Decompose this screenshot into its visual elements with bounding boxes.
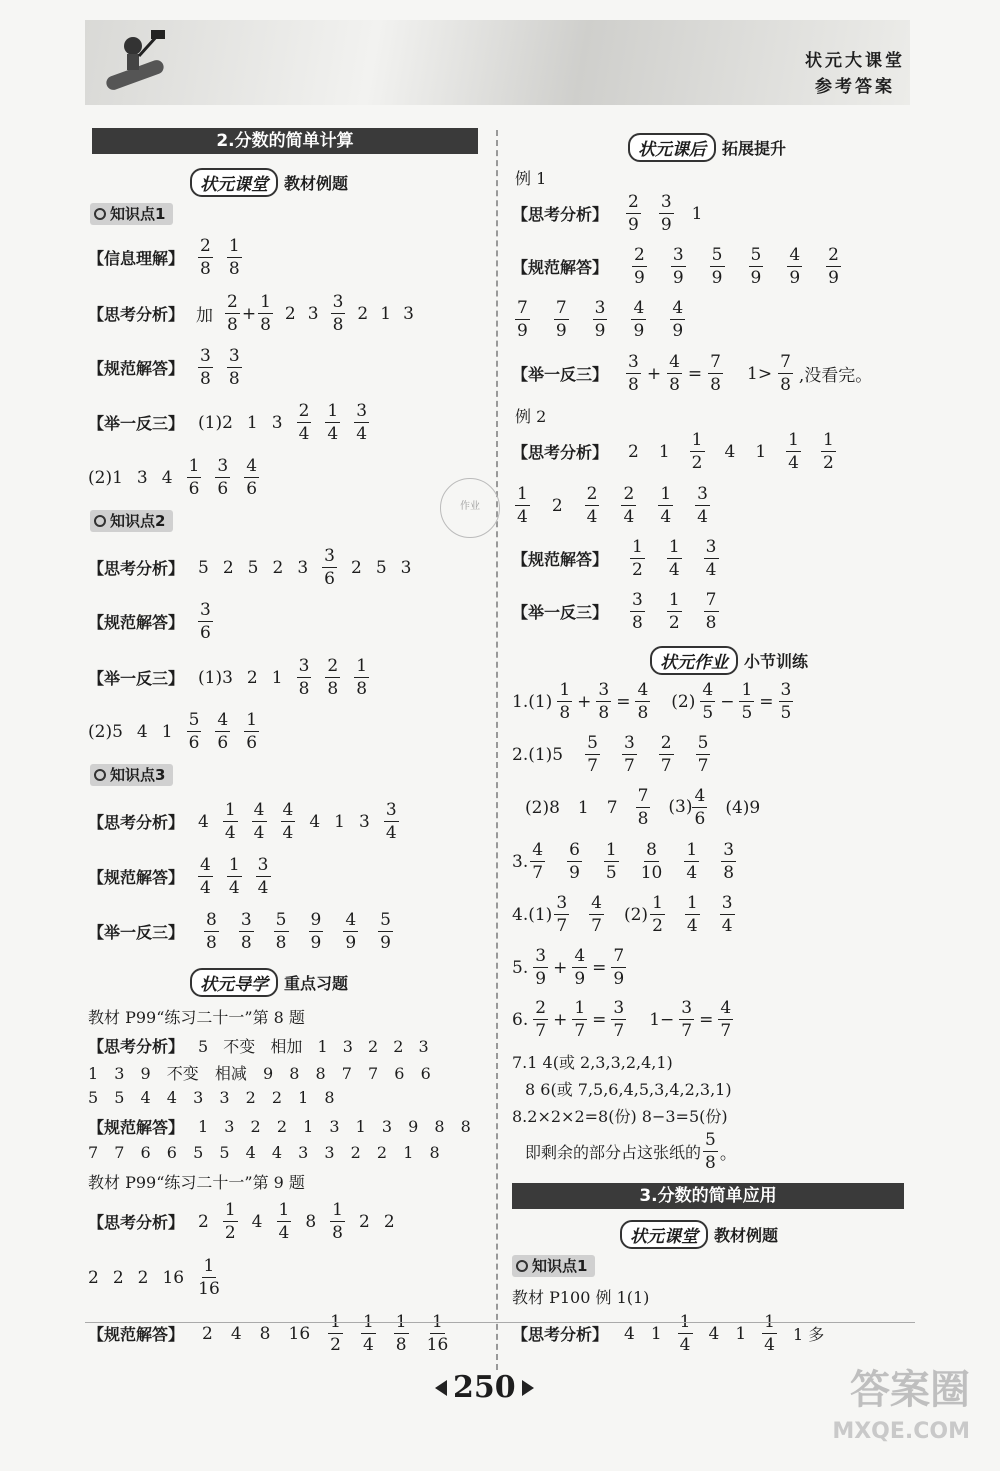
q6-row: 6. $\frac{2}{7}$ + $\frac{1}{7}$ = $\frac{3}{7}$ 1− $\frac{3}{7}$ = $\frac{4}{7}$	[512, 998, 732, 1041]
label-norm: 【规范解答】	[512, 550, 609, 569]
knowledge-point-label: 知识点1	[532, 1257, 588, 1275]
ex8-line3: 5 5 4 4 3 3 2 2 1 8	[88, 1088, 335, 1107]
label-extend: 【举一反三】	[88, 923, 185, 942]
next-arrow-icon	[522, 1380, 534, 1396]
kp2-extend-row: 【举一反三】 (1)3 2 1 $\frac{3}{8}$ $\frac{2}{8}$ $\frac{1}{8}$	[88, 656, 368, 699]
q2-row2: (2)8 1 7 $\frac{7}{8}$ (3) $\frac{4}{6}$ (4)9	[525, 786, 761, 829]
section-title-right: 3.分数的简单应用	[512, 1183, 904, 1209]
tag-pill: 状元课堂	[190, 168, 278, 197]
tag-homework	[650, 646, 808, 675]
tag-pill: 状元导学	[190, 968, 278, 997]
kp2-extend-row2: (2)5 4 1 $\frac{5}{6}$ $\frac{4}{6}$ $\frac{1}{6}$	[88, 710, 258, 753]
q7-line1: 7.1 4(或 2,3,3,2,4,1)	[512, 1053, 673, 1072]
label-norm: 【规范解答】	[88, 1118, 185, 1137]
label-extend: 【举一反三】	[88, 669, 185, 688]
s3-think-row: 【思考分析】 4 1 $\frac{1}{4}$ 4 1 $\frac{1}{4}$ 1 多	[512, 1312, 825, 1355]
kp3-norm-row: 【规范解答】 $\frac{4}{4}$ $\frac{1}{4}$ $\frac{3}{4}$	[88, 855, 269, 898]
q2-row: 2.(1)5 $\frac{5}{7}$ $\frac{3}{7}$ $\frac{2}{7}$ $\frac{5}{7}$	[512, 733, 709, 776]
header-title	[805, 48, 905, 100]
label-norm: 【规范解答】	[88, 359, 185, 378]
watermark-line1: 答案圈	[850, 1367, 970, 1413]
ex8-think-values: 5 不变 相加 1 3 2 2 3	[198, 1037, 429, 1056]
kp1-extend-row2: (2)1 3 4 $\frac{1}{6}$ $\frac{3}{6}$ $\frac{4}{6}$	[88, 456, 258, 499]
knowledge-point-icon	[516, 1260, 528, 1272]
q1-row: 1.(1) $\frac{1}{8}$ + $\frac{3}{8}$ = $\frac{4}{8}$ (2) $\frac{4}{5}$ − $\frac{1}{5}$ = $\frac{3}{5}$	[512, 680, 792, 723]
label-think: 【思考分析】	[88, 813, 185, 832]
label-norm: 【规范解答】	[88, 868, 185, 887]
tag-text: 小节训练	[744, 652, 809, 671]
tag-text: 教材例题	[714, 1226, 779, 1245]
knowledge-point-icon	[94, 515, 106, 527]
tag-pill: 状元课堂	[620, 1220, 708, 1249]
kp3-extend-row: 【举一反三】 $\frac{8}{8}$ $\frac{3}{8}$ $\frac{5}{8}$ $\frac{9}{9}$ $\frac{4}{9}$ $\frac{5}{9}$	[88, 910, 391, 953]
tag-text: 教材例题	[284, 174, 349, 193]
section-title-left: 2.分数的简单计算	[92, 128, 478, 154]
q8-line2: 即剩余的部分占这张纸的 $\frac{5}{8}$ 。	[525, 1130, 737, 1173]
knowledge-point-1	[90, 203, 173, 225]
ex8-norm-values: 1 3 2 2 1 3 1 3 9 8 8	[198, 1117, 471, 1136]
label-norm: 【规范解答】	[88, 613, 185, 632]
eg1-extend-row: 【举一反三】 $\frac{3}{8}$ + $\frac{4}{8}$ = $\frac{7}{8}$ 1> $\frac{7}{8}$ ,没看完。	[512, 352, 873, 395]
ex9-think-row: 【思考分析】 2 $\frac{1}{2}$ 4 $\frac{1}{4}$ 8 $\frac{1}{8}$ 2 2	[88, 1200, 395, 1243]
q8-text: 即剩余的部分占这张纸的	[525, 1143, 702, 1162]
watermark	[832, 1369, 970, 1453]
bottom-rule	[85, 1322, 915, 1323]
eg2-think-row2: $\frac{1}{4}$ 2 $\frac{2}{4}$ $\frac{2}{4}$ $\frac{1}{4}$ $\frac{3}{4}$	[517, 484, 708, 527]
tag-pill: 状元作业	[650, 646, 738, 675]
label-extend: 【举一反三】	[512, 365, 609, 384]
header-banner	[85, 20, 910, 105]
tag-text: 重点习题	[284, 974, 349, 993]
label-norm: 【规范解答】	[88, 1325, 185, 1344]
knowledge-point-3	[90, 764, 173, 786]
eg1-norm-row: 【规范解答】 $\frac{2}{9}$ $\frac{3}{9}$ $\frac{5}{9}$ $\frac{5}{9}$ $\frac{4}{9}$ $\frac{2}{9}$	[512, 245, 839, 288]
s3-end: 1 多	[792, 1325, 825, 1344]
eg2-extend-row: 【举一反三】 $\frac{3}{8}$ $\frac{1}{2}$ $\frac{7}{8}$	[512, 590, 717, 633]
q7-line2: 8 6(或 7,5,6,4,5,3,4,2,3,1)	[525, 1080, 732, 1099]
label-think: 【思考分析】	[512, 1325, 609, 1344]
label-think: 【思考分析】	[88, 1213, 185, 1232]
knowledge-point-2	[90, 510, 173, 532]
mascot-logo-icon	[95, 28, 185, 98]
knowledge-point-icon	[94, 769, 106, 781]
textbook-ref: 教材 P100 例 1(1)	[512, 1288, 650, 1307]
label-think: 【思考分析】	[512, 443, 609, 462]
ex8-line2: 1 3 9 不变 相减 9 8 8 7 7 6 6	[88, 1064, 431, 1083]
knowledge-point-icon	[94, 208, 106, 220]
kp2-norm-row: 【规范解答】 $\frac{3}{6}$	[88, 600, 211, 643]
eg2-think-row: 【思考分析】 2 1 $\frac{1}{2}$ 4 1 $\frac{1}{4}$ $\frac{1}{2}$	[512, 430, 834, 473]
q3-row: 3. $\frac{4}{7}$ $\frac{6}{9}$ $\frac{1}{5}$ $\frac{8}{10}$ $\frac{1}{4}$ $\frac{3}{8}$	[512, 840, 735, 883]
kp1-norm-row: 【规范解答】 $\frac{3}{8}$ $\frac{3}{8}$	[88, 346, 240, 389]
tag-extension	[628, 133, 786, 162]
tag-text: 拓展提升	[722, 139, 787, 158]
ex8-think-row	[88, 1034, 429, 1057]
header-line2: 参考答案	[815, 77, 895, 97]
q8-line1: 8.2×2×2=8(份) 8−3=5(份)	[512, 1107, 728, 1126]
stamp-icon: 作业	[440, 478, 500, 538]
knowledge-point-1-right	[512, 1255, 595, 1277]
example-2-label: 例 2	[515, 407, 547, 426]
label-info: 【信息理解】	[88, 249, 185, 268]
example-1-label: 例 1	[515, 169, 547, 188]
label-norm: 【规范解答】	[512, 258, 609, 277]
page-number	[435, 1370, 534, 1405]
ex9-think-row2: 2 2 2 16 $\frac{1}{16}$	[88, 1256, 220, 1299]
tag-pill: 状元课后	[628, 133, 716, 162]
prev-arrow-icon	[435, 1380, 447, 1396]
tag-key-exercises	[190, 968, 348, 997]
ex8-norm-row	[88, 1115, 471, 1138]
header-line1: 状元大课堂	[805, 51, 905, 71]
knowledge-point-label: 知识点2	[110, 512, 166, 530]
tag-textbook-examples	[190, 168, 348, 197]
kp1-extend-row: 【举一反三】 (1)2 1 3 $\frac{2}{4}$ $\frac{1}{4}$ $\frac{3}{4}$	[88, 401, 368, 444]
watermark-line2: MXQE.COM	[832, 1419, 970, 1444]
tag-textbook-examples-2	[620, 1220, 778, 1249]
exercise-ref-8: 教材 P99“练习二十一”第 8 题	[88, 1008, 305, 1027]
kp1-info-row: 【信息理解】 $\frac{2}{8}$ $\frac{1}{8}$	[88, 236, 240, 279]
kp3-think-row: 【思考分析】 4 $\frac{1}{4}$ $\frac{4}{4}$ $\frac{4}{4}$ 4 1 3 $\frac{3}{4}$	[88, 800, 397, 843]
kp2-think-row: 【思考分析】 5 2 5 2 3 $\frac{3}{6}$ 2 5 3	[88, 546, 412, 589]
label-think: 【思考分析】	[88, 1037, 185, 1056]
label-think: 【思考分析】	[88, 305, 185, 324]
knowledge-point-label: 知识点1	[110, 205, 166, 223]
label-think: 【思考分析】	[88, 559, 185, 578]
label-think: 【思考分析】	[512, 205, 609, 224]
q5-row: 5. $\frac{3}{9}$ + $\frac{4}{9}$ = $\frac{7}{9}$	[512, 946, 625, 989]
eg1-think-row: 【思考分析】 $\frac{2}{9}$ $\frac{3}{9}$ 1	[512, 192, 703, 235]
column-divider	[496, 130, 498, 1370]
page-number-value: 250	[453, 1370, 516, 1405]
kp1-think-row: 【思考分析】 加 $\frac{2}{8}$ + $\frac{1}{8}$ 2 3 $\frac{3}{8}$ 2 1 3	[88, 292, 414, 335]
label-extend: 【举一反三】	[88, 414, 185, 433]
eg2-norm-row: 【规范解答】 $\frac{1}{2}$ $\frac{1}{4}$ $\frac{3}{4}$	[512, 537, 717, 580]
q4-row: 4.(1) $\frac{3}{7}$ $\frac{4}{7}$ (2) $\frac{1}{2}$ $\frac{1}{4}$ $\frac{3}{4}$	[512, 893, 733, 936]
exercise-ref-9: 教材 P99“练习二十一”第 9 题	[88, 1173, 305, 1192]
ex9-norm-row: 【规范解答】 2 4 8 16 $\frac{1}{2}$ $\frac{1}{4}$ $\frac{1}{8}$ $\frac{1}{16}$	[88, 1312, 449, 1355]
eg1-norm-row2: $\frac{7}{9}$ $\frac{7}{9}$ $\frac{3}{9}$ $\frac{4}{9}$ $\frac{4}{9}$	[517, 298, 684, 341]
knowledge-point-label: 知识点3	[110, 766, 166, 784]
ex8-line5: 7 7 6 6 5 5 4 4 3 3 2 2 1 8	[88, 1143, 440, 1162]
label-extend: 【举一反三】	[512, 603, 609, 622]
